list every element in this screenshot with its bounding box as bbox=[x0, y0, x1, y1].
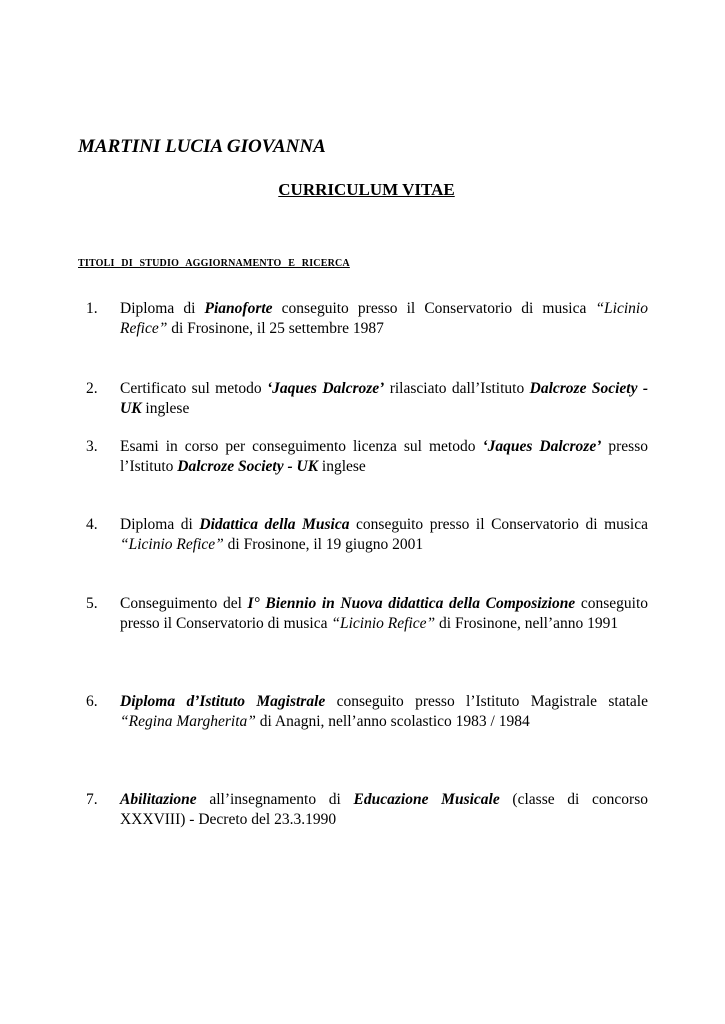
item-number: 1. bbox=[86, 300, 98, 317]
list-item bbox=[78, 790, 648, 830]
item-text: Abilitazione all’insegnamento di Educazione Musicale (classe di concorso XXXVIII) - Decreto del 23.3.1990 bbox=[120, 791, 648, 828]
item-number: 3. bbox=[86, 438, 98, 455]
item-number: 5. bbox=[86, 595, 98, 612]
section-heading: TITOLI DI STUDIO AGGIORNAMENTO E RICERCA bbox=[78, 258, 350, 269]
item-text: Diploma d’Istituto Magistrale conseguito presso l’Istituto Magistrale statale “Regina Margherita” di Anagni, nell’anno scolastico 1983 / 1984 bbox=[120, 693, 648, 730]
list-item bbox=[78, 692, 648, 732]
item-number: 7. bbox=[86, 791, 98, 808]
item-text: Certificato sul metodo ‘Jaques Dalcroze’ rilasciato dall’Istituto Dalcroze Society - UK inglese bbox=[120, 380, 648, 417]
document-title: CURRICULUM VITAE bbox=[278, 180, 455, 199]
item-text: Esami in corso per conseguimento licenza sul metodo ‘Jaques Dalcroze’ presso l’Istituto Dalcroze Society - UK inglese bbox=[120, 438, 648, 475]
list-item bbox=[78, 379, 648, 419]
item-text: Conseguimento del I° Biennio in Nuova didattica della Composizione conseguito presso il Conservatorio di musica “Licinio Refice” di Frosinone, nell’anno 1991 bbox=[120, 595, 648, 632]
list-item bbox=[78, 515, 648, 555]
item-number: 2. bbox=[86, 380, 98, 397]
list-item bbox=[78, 594, 648, 634]
person-name: MARTINI LUCIA GIOVANNA bbox=[78, 136, 326, 157]
item-text: Diploma di Pianoforte conseguito presso il Conservatorio di musica “Licinio Refice” di Frosinone, il 25 settembre 1987 bbox=[120, 300, 648, 337]
list-item bbox=[78, 437, 648, 477]
list-item bbox=[78, 299, 648, 339]
item-number: 6. bbox=[86, 693, 98, 710]
item-text: Diploma di Didattica della Musica conseguito presso il Conservatorio di musica “Licinio Refice” di Frosinone, il 19 giugno 2001 bbox=[120, 516, 648, 553]
item-number: 4. bbox=[86, 516, 98, 533]
